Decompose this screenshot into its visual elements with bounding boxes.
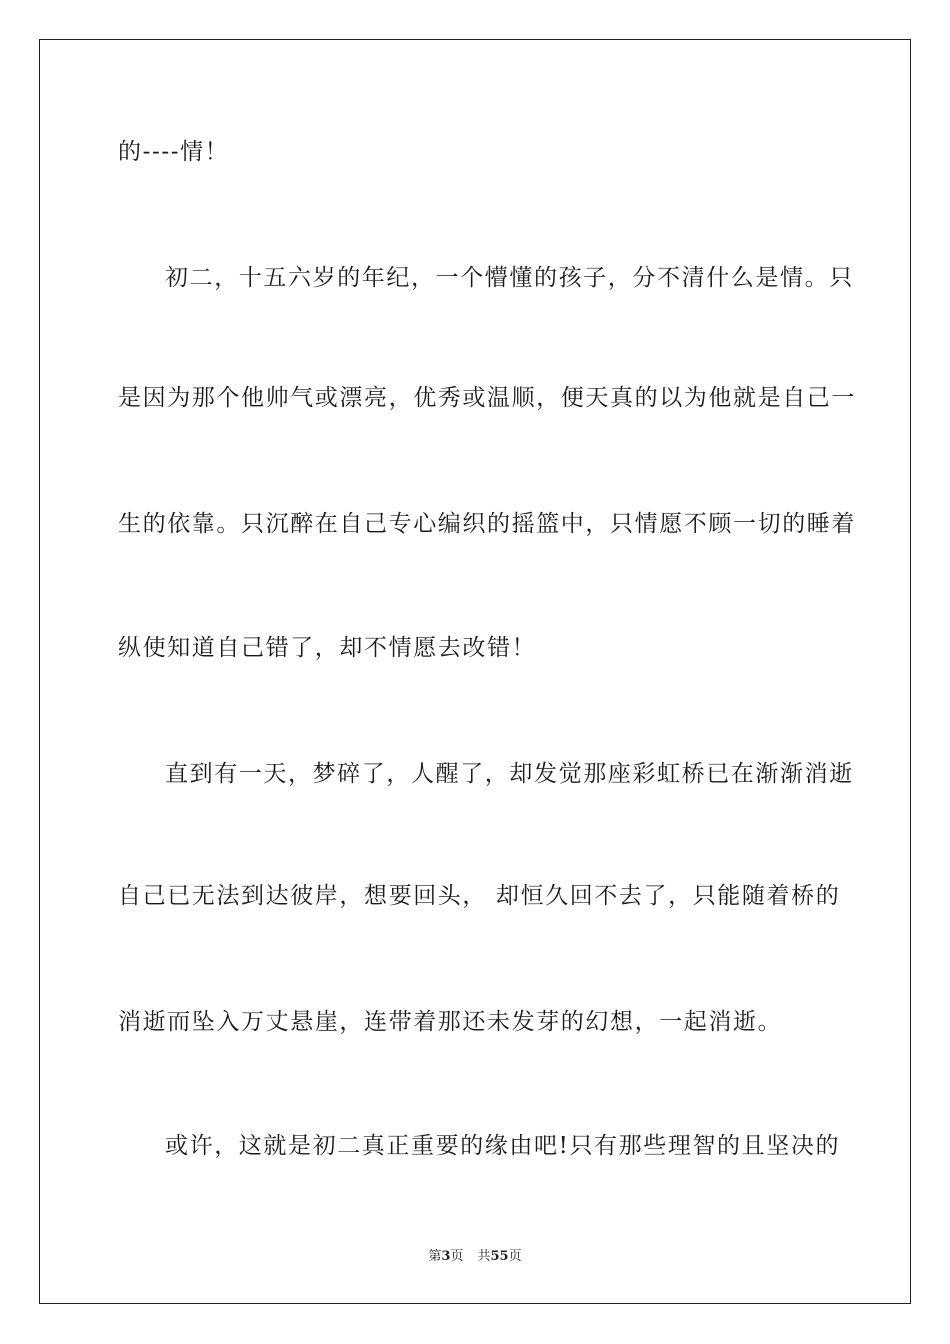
page-border [39,39,911,1304]
text-line: 的----情！ [118,139,230,165]
text-line: 或许，这就是初二真正重要的缘由吧!只有那些理智的且坚决的 [165,1133,841,1159]
total-pages: 55 [490,1249,509,1264]
text-line: 直到有一天，梦碎了，人醒了，却发觉那座彩虹桥已在渐渐消逝 [165,761,854,787]
text-line: 消逝而坠入万丈悬崖，连带着那还未发芽的幻想，一起消逝。 [118,1009,783,1035]
text-line: 自己已无法到达彼岸，想要回头， 却恒久回不去了，只能随着桥的 [118,883,841,909]
page-suffix: 页 [450,1249,464,1264]
total-suffix: 页 [508,1249,522,1264]
total-prefix: 共 [477,1249,491,1264]
page-footer [0,1248,950,1266]
text-line: 生的依靠。只沉醉在自己专心编织的摇篮中，只情愿不顾一切的睡着 [118,511,856,537]
text-line: 是因为那个他帅气或漂亮，优秀或温顺，便天真的以为他就是自己一 [118,385,856,411]
text-line: 初二，十五六岁的年纪，一个懵懂的孩子，分不清什么是情。只 [165,265,854,291]
page-prefix: 第 [428,1249,442,1264]
text-line: 纵使知道自己错了，却不情愿去改错！ [118,635,537,661]
page-number: 3 [441,1249,451,1264]
